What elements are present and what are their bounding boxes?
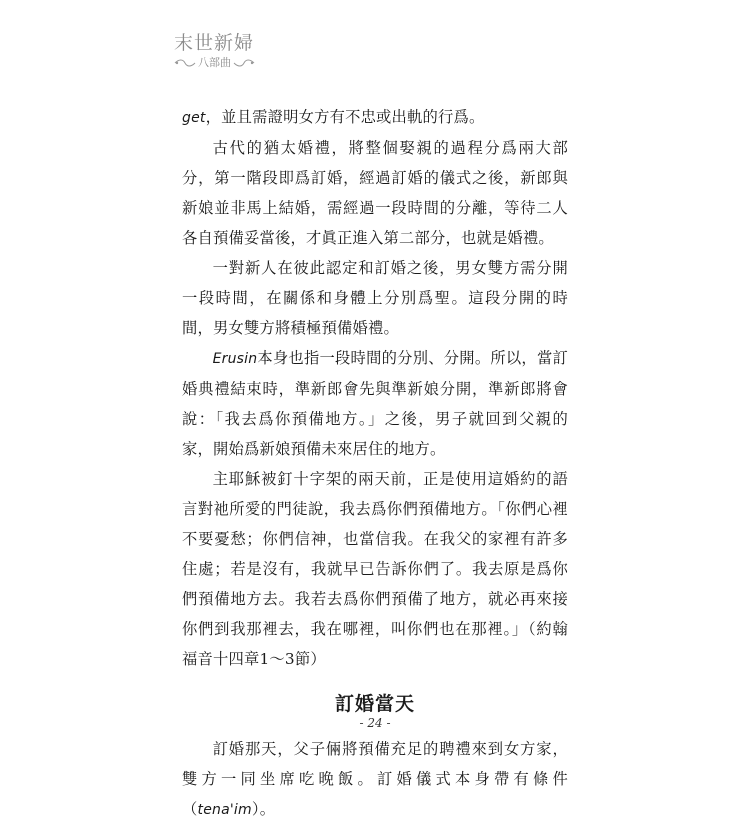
book-subtitle-line	[174, 56, 274, 70]
running-header	[174, 32, 274, 70]
paragraph-text: ）。	[251, 800, 276, 818]
book-subtitle: 八部曲	[198, 56, 231, 69]
paragraph-group	[182, 102, 568, 674]
paragraph	[182, 102, 568, 133]
paragraph-text: 主耶穌被釘十字架的兩天前，正是使用這婚約的語言對祂所愛的門徒說，我去爲你們預備地方。「你們心裡不要憂愁；你們信神，也當信我。在我父的家裡有許多住處；若是沒有，我就早已告訴你們了。我去原是爲你們預備地方去。我若去爲你們預備了地方，就必再來接你們到我那裡去，我在哪裡，叫你們也在那裡。」（約翰福音十四章1～3節）	[182, 470, 568, 668]
paragraph	[182, 253, 568, 343]
latin-term: get	[182, 110, 206, 126]
right-flourish-icon	[233, 58, 255, 68]
paragraph-text: 古代的猶太婚禮，將整個娶親的過程分爲兩大部分，第一階段即爲訂婚，經過訂婚的儀式之後，新郎與新娘並非馬上結婚，需經過一段時間的分離，等待二人各自預備妥當後，才眞正進入第二部分，也就是婚禮。	[182, 139, 568, 247]
paragraph-text: ，並且需證明女方有不忠或出軌的行爲。	[205, 108, 485, 126]
paragraph-text: 本身也指一段時間的分別、分開。所以，當訂婚典禮結束時，準新郎會先與準新娘分開，準新郎將會說：「我去爲你預備地方。」之後，男子就回到父親的家，開始爲新娘預備未來居住的地方。	[182, 349, 568, 458]
paragraph	[182, 734, 568, 825]
section-paragraph-group	[182, 734, 568, 825]
paragraph-text: 訂婚那天，父子倆將預備充足的聘禮來到女方家，雙方一同坐席吃晚飯。訂婚儀式本身帶有條件（	[182, 740, 568, 818]
page-number: - 24 -	[359, 716, 391, 730]
latin-term: tena'im	[197, 802, 252, 818]
left-flourish-icon	[174, 58, 196, 68]
paragraph	[182, 343, 568, 464]
paragraph-text: 一對新人在彼此認定和訂婚之後，男女雙方需分開一段時間，在關係和身體上分別爲聖。這段分開的時間，男女雙方將積極預備婚禮。	[182, 259, 568, 337]
paragraph	[182, 133, 568, 253]
section-heading: 訂婚當天	[334, 693, 415, 715]
latin-term: Erusin	[212, 351, 258, 367]
book-title: 末世新婦	[174, 32, 255, 54]
paragraph	[182, 464, 568, 674]
